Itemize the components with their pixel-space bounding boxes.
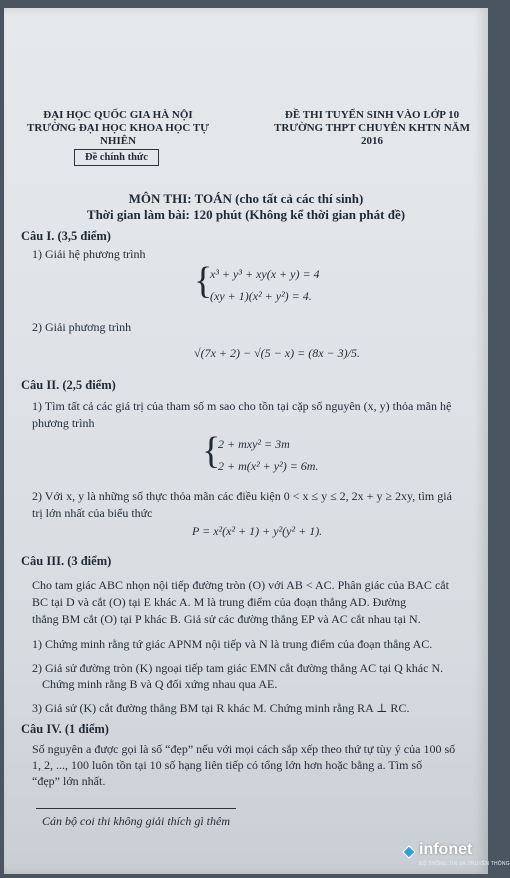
equation-4: P = x²(x² + 1) + y²(y² + 1).	[192, 524, 323, 538]
question-2-part-2-line-1: 2) Với x, y là những số thực thỏa mãn các điều kiện 0 < x ≤ y ≤ 2, 2x + y ≥ 2xy, tìm giá	[32, 489, 452, 503]
question-2-title: Câu II. (2,5 điểm)	[21, 378, 116, 392]
official-badge: Đề chính thức	[74, 149, 159, 166]
question-3-part-3: 3) Giả sử (K) cắt đường thẳng BM tại R khác M. Chứng minh rằng RA ⊥ RC.	[32, 701, 410, 715]
equation-1a: x³ + y³ + xy(x + y) = 4	[210, 267, 320, 281]
brace-icon: {	[194, 260, 213, 302]
exam-paper	[4, 8, 510, 874]
question-3-line-2: BC tại D và cắt (O) tại E khác A. M là trung điểm của đoạn thẳng AD. Đường	[32, 595, 407, 609]
question-3-line-1: Cho tam giác ABC nhọn nội tiếp đường tròn (O) với AB < AC. Phân giác của BAC cắt	[32, 578, 449, 592]
logo-text: infonet	[419, 841, 473, 858]
question-3-line-3: thẳng BM cắt (O) tại P khác B. Giả sử các đường thẳng EP và AC cắt nhau tại N.	[32, 612, 421, 626]
question-1-part-1: 1) Giải hệ phương trình	[32, 247, 146, 261]
question-2-part-1-line-1: 1) Tìm tất cả các giá trị của tham số m sao cho tồn tại cặp số nguyên (x, y) thỏa mãn hệ	[32, 399, 452, 413]
question-2-part-2-line-2: trị lớn nhất của biểu thức	[32, 506, 153, 520]
exam-name: ĐỀ THI TUYỂN SINH VÀO LỚP 10	[284, 109, 460, 121]
question-4-line-2: 1, 2, ..., 100 luôn tồn tại 10 số hạng liên tiếp có tổng lớn hơn hoặc bằng a. Tìm số	[32, 758, 423, 772]
question-4-title: Câu IV. (1 điểm)	[21, 722, 109, 736]
equation-3a: 2 + mxy² = 3m	[218, 437, 290, 451]
school-name: TRƯỜNG THPT CHUYÊN KHTN NĂM 2016	[274, 122, 470, 147]
question-3-part-2-line-1: 2) Giả sử đường tròn (K) ngoại tiếp tam giác EMN cắt đường thẳng AC tại Q khác N.	[32, 661, 444, 675]
logo-mark-icon	[402, 845, 416, 859]
university-name: ĐẠI HỌC QUỐC GIA HÀ NỘI	[43, 109, 193, 121]
equation-3b: 2 + m(x² + y²) = 6m.	[218, 459, 319, 473]
exam-time: Thời gian làm bài: 120 phút (Không kể thời gian phát đề)	[86, 207, 406, 222]
equation-1b: (xy + 1)(x² + y²) = 4.	[210, 289, 312, 303]
infonet-logo	[402, 841, 510, 869]
question-1-title: Câu I. (3,5 điểm)	[21, 229, 111, 243]
question-3-part-2-line-2: Chứng minh rằng B và Q đối xứng nhau qua AE.	[42, 677, 278, 691]
logo-subtitle: BỘ THÔNG TIN VÀ TRUYỀN THÔNG	[419, 861, 510, 867]
question-2-part-1-line-2: phương trình	[32, 416, 95, 430]
question-1-part-2: 2) Giải phương trình	[32, 320, 132, 334]
faculty-name: TRƯỜNG ĐẠI HỌC KHOA HỌC TỰ NHIÊN	[26, 122, 210, 147]
equation-2: √(7x + 2) − √(5 − x) = (8x − 3)/5.	[194, 346, 360, 360]
footer-divider	[36, 808, 236, 809]
footer-note: Cán bộ coi thi không giải thích gì thêm	[42, 814, 230, 828]
question-4-line-1: Số nguyên a được gọi là số “đẹp” nếu với mọi cách sắp xếp theo thứ tự tùy ý của 100 số	[32, 742, 456, 756]
exam-subject: MÔN THI: TOÁN (cho tất cả các thí sinh)	[128, 191, 364, 206]
question-3-title: Câu III. (3 điểm)	[21, 554, 112, 568]
brace-icon: {	[202, 430, 221, 472]
question-4-line-3: “đẹp” lớn nhất.	[32, 774, 106, 788]
question-3-part-1: 1) Chứng minh rằng tứ giác APNM nội tiếp và N là trung điểm của đoạn thẳng AC.	[32, 637, 433, 651]
